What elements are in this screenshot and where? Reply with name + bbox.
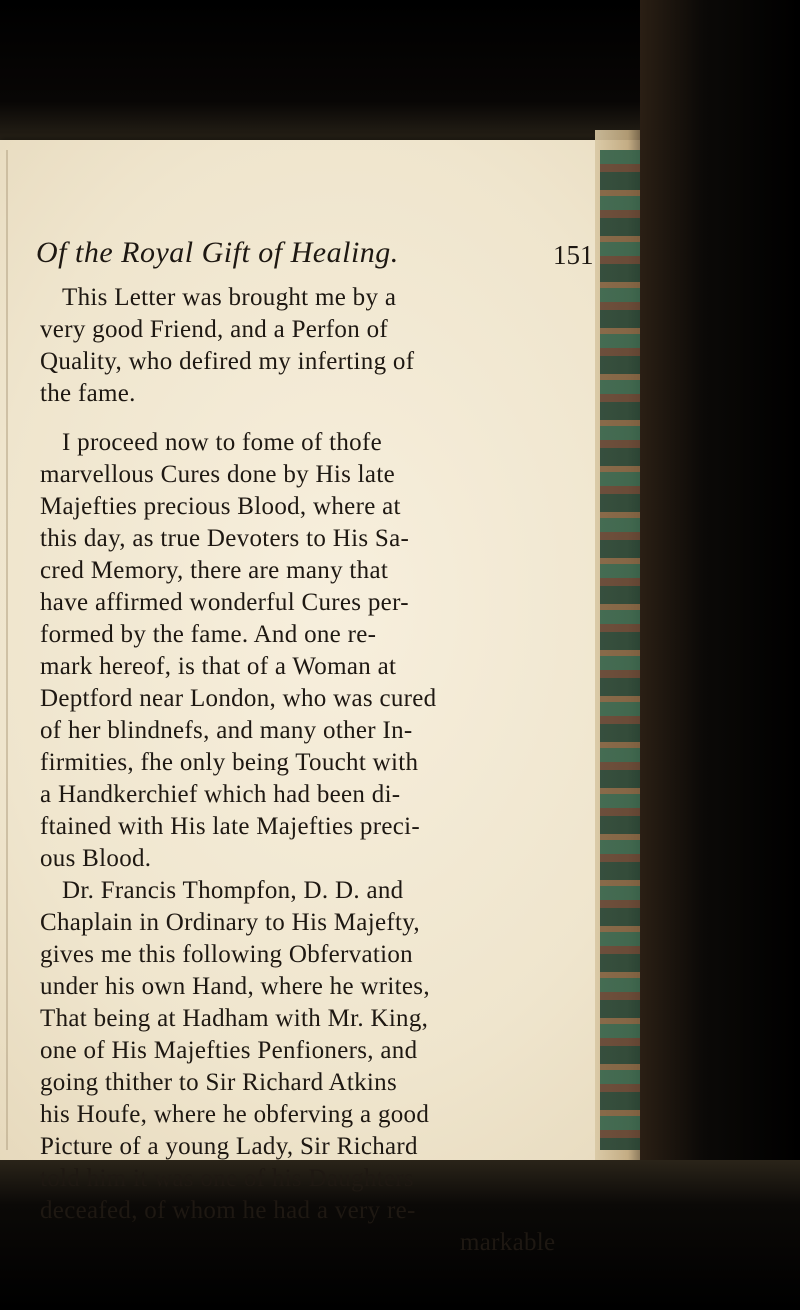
text-line: marvellous Cures done by His late: [40, 461, 395, 488]
text-line: cred Memory, there are many that: [40, 557, 389, 584]
text-line: of her blindnefs, and many other In-: [40, 717, 413, 744]
text-line: told him it was one of his Daughters: [40, 1165, 414, 1192]
text-line: Chaplain in Ordinary to His Majefty,: [40, 909, 420, 936]
text-line: This Letter was brought me by a: [62, 284, 397, 311]
text-line: formed by the fame. And one re-: [40, 621, 377, 648]
text-line: That being at Hadham with Mr. King,: [40, 1005, 429, 1032]
text-line: Dr. Francis Thompfon, D. D. and: [62, 877, 404, 904]
text-line: very good Friend, and a Perfon of: [40, 316, 389, 343]
text-line: deceafed, of whom he had a very re-: [40, 1197, 416, 1224]
text-line: this day, as true Devoters to His Sa-: [40, 525, 410, 552]
text-line: the fame.: [40, 380, 136, 407]
page-number: 151: [553, 240, 594, 270]
text-line: I proceed now to fome of thofe: [62, 429, 382, 456]
text-line: mark hereof, is that of a Woman at: [40, 653, 397, 680]
running-header: Of the Royal Gift of Healing.: [36, 236, 399, 269]
text-line: Deptford near London, who was cured: [40, 685, 437, 712]
text-line: ous Blood.: [40, 845, 152, 872]
text-line: his Houfe, where he obferving a good: [40, 1101, 430, 1128]
text-line: ftained with His late Majefties preci-: [40, 813, 421, 840]
text-line: under his own Hand, where he writes,: [40, 973, 430, 1000]
text-line: Picture of a young Lady, Sir Richard: [40, 1133, 418, 1160]
text-line: one of His Majefties Penfioners, and: [40, 1037, 418, 1064]
catchword: markable: [460, 1229, 556, 1256]
text-line: going thither to Sir Richard Atkins: [40, 1069, 398, 1096]
text-line: Majefties precious Blood, where at: [40, 493, 401, 520]
text-line: have affirmed wonderful Cures per-: [40, 589, 409, 616]
text-line: Quality, who defired my inferting of: [40, 348, 415, 375]
text-line: a Handkerchief which had been di-: [40, 781, 401, 808]
text-line: gives me this following Obfervation: [40, 941, 413, 968]
text-line: firmities, fhe only being Toucht with: [40, 749, 419, 776]
